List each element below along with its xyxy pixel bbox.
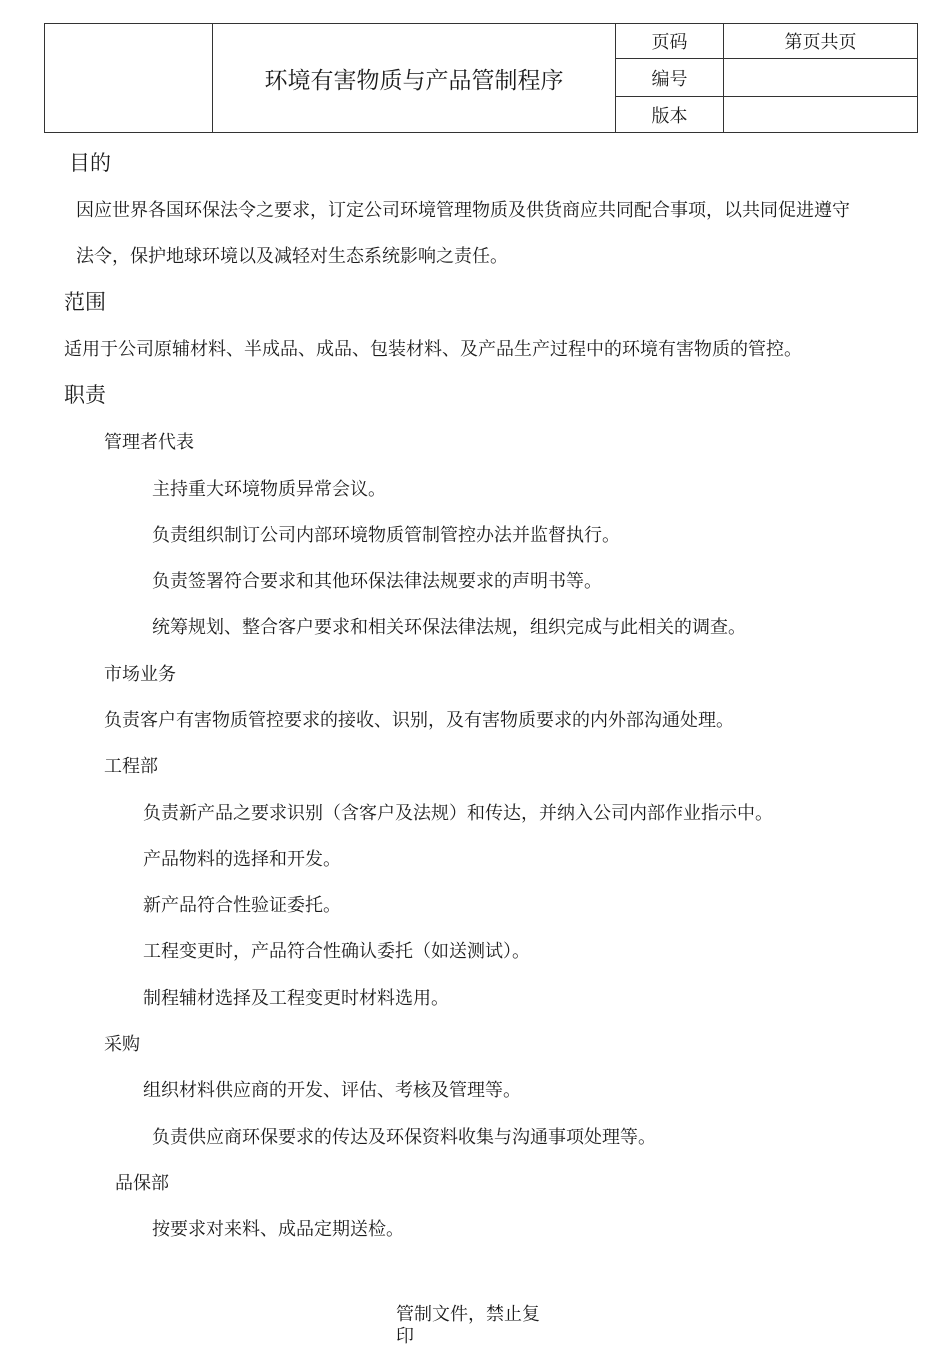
list-item: 负责签署符合要求和其他环保法律法规要求的声明书等。 <box>152 571 602 592</box>
purchasing-title: 采购 <box>104 1034 140 1055</box>
list-item: 工程变更时，产品符合性确认委托（如送测试）。 <box>143 941 530 962</box>
page-number-value: 第页共页 <box>724 24 918 59</box>
marketing-title: 市场业务 <box>104 664 176 685</box>
page-number-label: 页码 <box>616 24 724 59</box>
list-item: 按要求对来料、成品定期送检。 <box>152 1219 404 1240</box>
version-value <box>724 97 918 133</box>
quality-title: 品保部 <box>115 1173 169 1194</box>
duties-heading: 职责 <box>64 383 106 407</box>
scope-text: 适用于公司原辅材料、半成品、成品、包装材料、及产品生产过程中的环境有害物质的管控。 <box>64 339 802 360</box>
purpose-heading: 目的 <box>69 151 111 175</box>
list-item: 组织材料供应商的开发、评估、考核及管理等。 <box>143 1080 521 1101</box>
scope-heading: 范围 <box>64 290 106 314</box>
version-label: 版本 <box>616 97 724 133</box>
document-number-label: 编号 <box>616 59 724 97</box>
list-item: 产品物料的选择和开发。 <box>143 849 341 870</box>
list-item: 制程辅材选择及工程变更时材料选用。 <box>143 988 449 1009</box>
list-item: 负责供应商环保要求的传达及环保资料收集与沟通事项处理等。 <box>152 1127 656 1148</box>
footer-notice: 管制文件，禁止复印 <box>396 1304 540 1347</box>
logo-cell <box>45 24 213 133</box>
engineering-title: 工程部 <box>104 756 158 777</box>
purpose-text-line-2: 法令，保护地球环境以及减轻对生态系统影响之责任。 <box>76 246 508 267</box>
list-item: 负责组织制订公司内部环境物质管制管控办法并监督执行。 <box>152 525 620 546</box>
list-item: 统筹规划、整合客户要求和相关环保法律法规，组织完成与此相关的调查。 <box>152 617 746 638</box>
list-item: 负责客户有害物质管控要求的接收、识别，及有害物质要求的内外部沟通处理。 <box>104 710 734 731</box>
purpose-text-line-1: 因应世界各国环保法令之要求，订定公司环境管理物质及供货商应共同配合事项，以共同促进遵守 <box>76 200 850 221</box>
document-number-value <box>724 59 918 97</box>
list-item: 负责新产品之要求识别（含客户及法规）和传达，并纳入公司内部作业指示中。 <box>143 803 773 824</box>
document-title: 环境有害物质与产品管制程序 <box>213 24 616 133</box>
management-rep-title: 管理者代表 <box>104 432 194 453</box>
header-table <box>44 23 918 133</box>
list-item: 新产品符合性验证委托。 <box>143 895 341 916</box>
list-item: 主持重大环境物质异常会议。 <box>152 479 386 500</box>
